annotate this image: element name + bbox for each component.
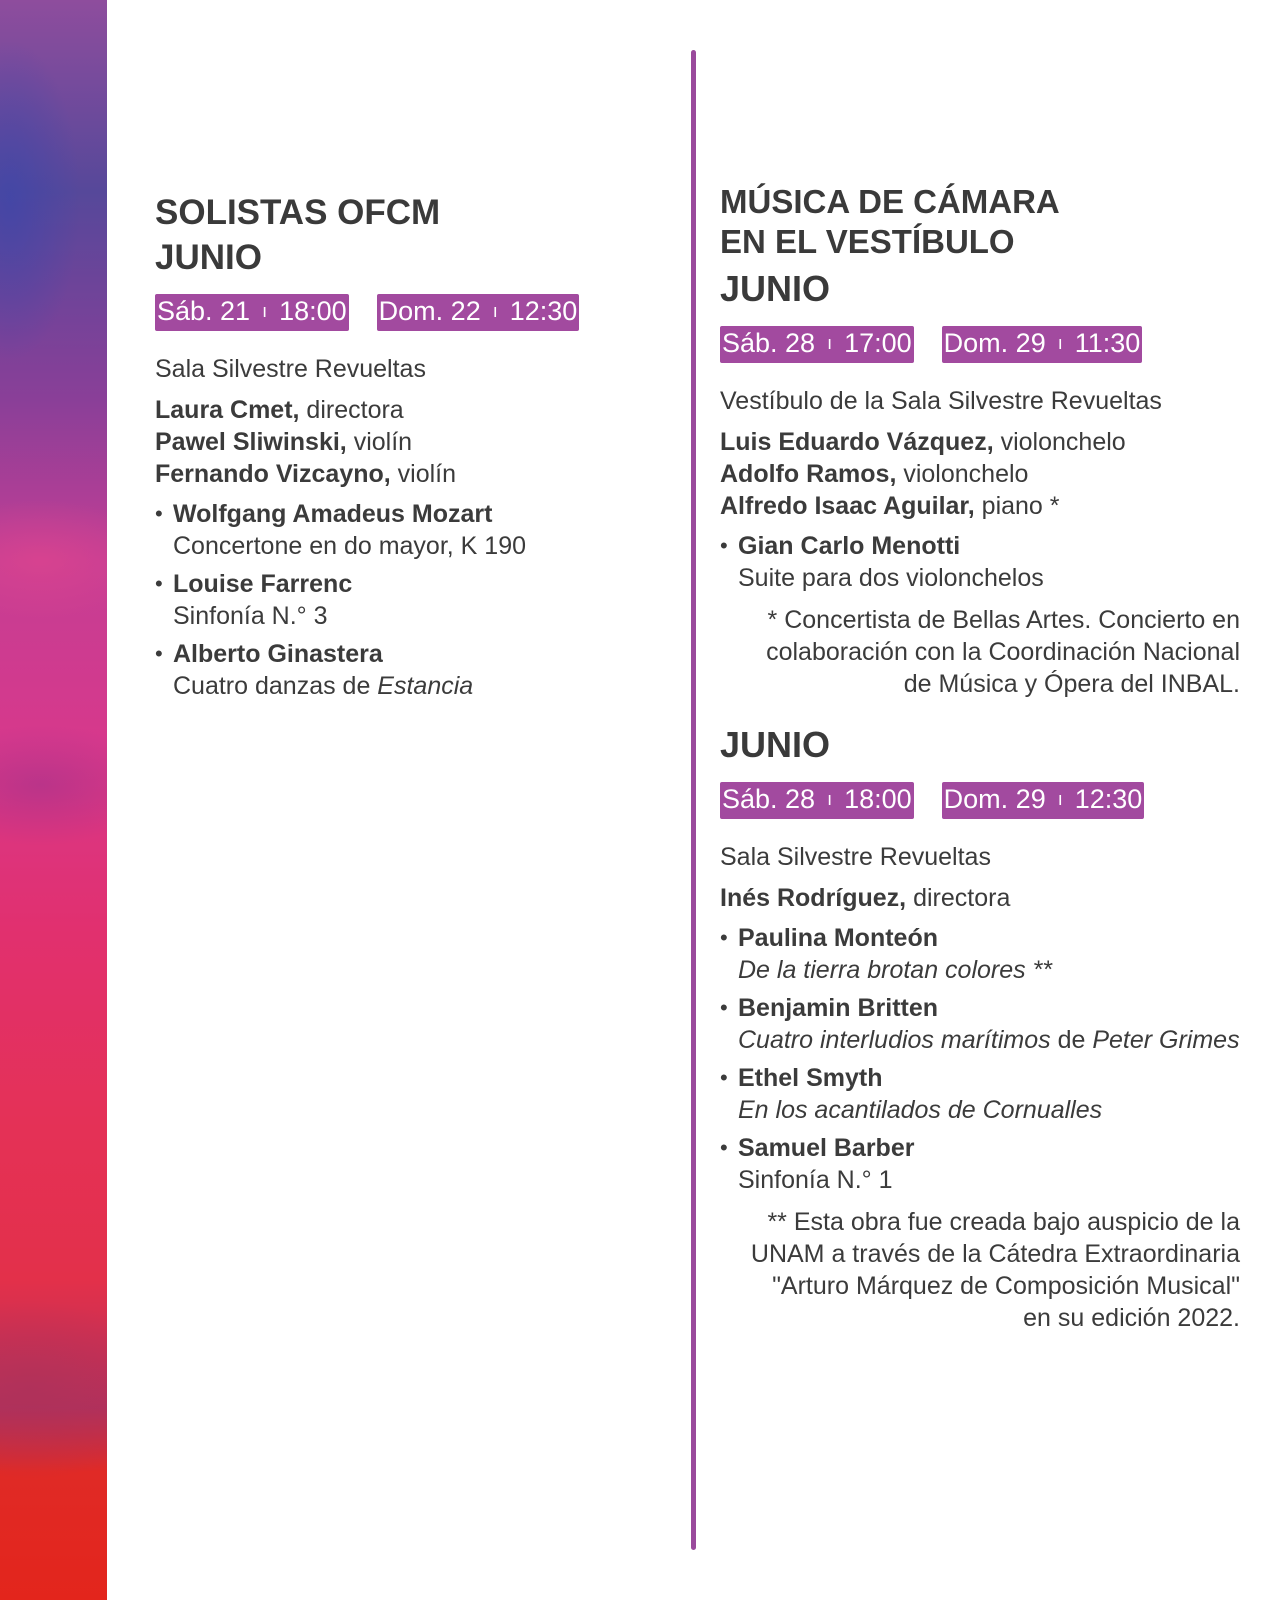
work-title-prefix: Cuatro danzas de <box>173 672 378 700</box>
composer-name: • Benjamin Britten <box>738 994 939 1022</box>
program-item <box>720 1062 1240 1126</box>
program-item <box>155 638 655 702</box>
performer-name: Laura Cmet, <box>155 396 300 424</box>
program-list <box>155 498 655 702</box>
performer-role: directora <box>906 884 1011 912</box>
date-badge <box>942 782 1145 819</box>
composer-name: • Samuel Barber <box>738 1134 915 1162</box>
program-item <box>155 568 655 632</box>
month-heading: JUNIO <box>720 724 831 765</box>
date-time: 18:00 <box>844 784 912 814</box>
work-title: En los acantilados de Cornualles <box>738 1096 1103 1124</box>
date-separator: ı <box>262 301 268 321</box>
column-divider <box>691 50 696 1550</box>
date-badge <box>720 326 914 363</box>
program-item <box>720 530 1240 594</box>
venue: Sala Silvestre Revueltas <box>720 843 991 871</box>
camara-section <box>720 182 1240 1334</box>
date-separator: ı <box>1057 333 1063 353</box>
date-badges <box>720 782 1240 819</box>
performer <box>720 458 1240 490</box>
work-title-italic: Peter Grimes <box>1092 1026 1240 1054</box>
date-badges <box>720 326 1240 363</box>
work-title-italic: Cuatro interludios marítimos <box>738 1026 1051 1054</box>
section-title <box>720 182 1240 262</box>
date-time: 17:00 <box>844 328 912 358</box>
work-title: Sinfonía N.° 3 <box>173 602 328 630</box>
performer <box>720 426 1240 458</box>
date-badge <box>377 294 580 331</box>
date-day: Dom. 29 <box>943 784 1046 814</box>
date-badge <box>942 326 1143 363</box>
performer-name: Fernando Vizcayno, <box>155 460 391 488</box>
program-list <box>720 530 1240 594</box>
performer-role: violonchelo <box>993 428 1126 456</box>
composer-name: • Paulina Monteón <box>738 924 938 952</box>
date-day: Sáb. 28 <box>722 328 816 358</box>
work-title: De la tierra brotan colores ** <box>738 956 1053 984</box>
date-time: 12:30 <box>1074 784 1143 814</box>
work-title <box>173 670 655 702</box>
title-line-1: MÚSICA DE CÁMARA <box>720 183 1060 220</box>
date-separator: ı <box>492 301 498 321</box>
date-time: 12:30 <box>509 296 578 326</box>
date-badges <box>155 294 655 331</box>
performer-name: Pawel Sliwinski, <box>155 428 347 456</box>
composer-name: • Ethel Smyth <box>738 1064 883 1092</box>
date-day: Dom. 29 <box>943 328 1046 358</box>
performer-name: Alfredo Isaac Aguilar, <box>720 492 975 520</box>
work-title: Concertone en do mayor, K 190 <box>173 532 527 560</box>
venue: Sala Silvestre Revueltas <box>155 355 426 383</box>
performer <box>720 882 1240 914</box>
work-title <box>738 1024 1240 1056</box>
composer-name: • Wolfgang Amadeus Mozart <box>173 500 493 528</box>
composer-name: • Alberto Ginastera <box>173 640 383 668</box>
date-time: 11:30 <box>1074 328 1141 358</box>
performer <box>155 426 655 458</box>
month-heading: JUNIO <box>720 268 831 309</box>
solistas-section <box>155 190 655 708</box>
performer <box>155 394 655 426</box>
title-line-2: EN EL VESTÍBULO <box>720 223 1015 260</box>
composer-name: • Gian Carlo Menotti <box>738 532 961 560</box>
program-item <box>720 1132 1240 1196</box>
date-day: Sáb. 28 <box>722 784 816 814</box>
performer-role: violonchelo <box>896 460 1029 488</box>
footnote: * Concertista de Bellas Artes. Concierto en colaboración con la Coordinación Nacional de Música y Ópera del INBAL. <box>766 606 1240 698</box>
work-title: Sinfonía N.° 1 <box>738 1166 893 1194</box>
date-time: 18:00 <box>279 296 347 326</box>
performer-name: Luis Eduardo Vázquez, <box>720 428 994 456</box>
venue: Vestíbulo de la Sala Silvestre Revueltas <box>720 387 1162 415</box>
performer <box>155 458 655 490</box>
second-concert <box>720 722 1240 1334</box>
program-item <box>720 922 1240 986</box>
footnote: ** Esta obra fue creada bajo auspicio de la UNAM a través de la Cátedra Extraordinaria "Arturo Márquez de Composición Musical" en su edición 2022. <box>750 1208 1240 1332</box>
performer-name: Adolfo Ramos, <box>720 460 897 488</box>
date-badge <box>155 294 349 331</box>
work-title-italic: Estancia <box>377 672 474 700</box>
date-day: Sáb. 21 <box>157 296 251 326</box>
program-item <box>155 498 655 562</box>
section-title <box>155 190 655 280</box>
title-line-1: SOLISTAS OFCM <box>155 193 441 232</box>
decorative-gradient-band <box>0 0 107 1600</box>
program-list <box>720 922 1240 1196</box>
date-separator: ı <box>1057 789 1063 809</box>
date-separator: ı <box>827 789 833 809</box>
performer-role: violín <box>346 428 413 456</box>
program-item <box>720 992 1240 1056</box>
work-title-connector: de <box>1050 1026 1093 1054</box>
performer-name: Inés Rodríguez, <box>720 884 907 912</box>
performer-role: piano * <box>974 492 1060 520</box>
composer-name: • Louise Farrenc <box>173 570 353 598</box>
performer-role: directora <box>299 396 404 424</box>
work-title: Suite para dos violonchelos <box>738 564 1044 592</box>
date-separator: ı <box>827 333 833 353</box>
date-badge <box>720 782 914 819</box>
title-line-2: JUNIO <box>155 238 262 277</box>
performer <box>720 490 1240 522</box>
date-day: Dom. 22 <box>378 296 481 326</box>
performer-role: violín <box>390 460 457 488</box>
